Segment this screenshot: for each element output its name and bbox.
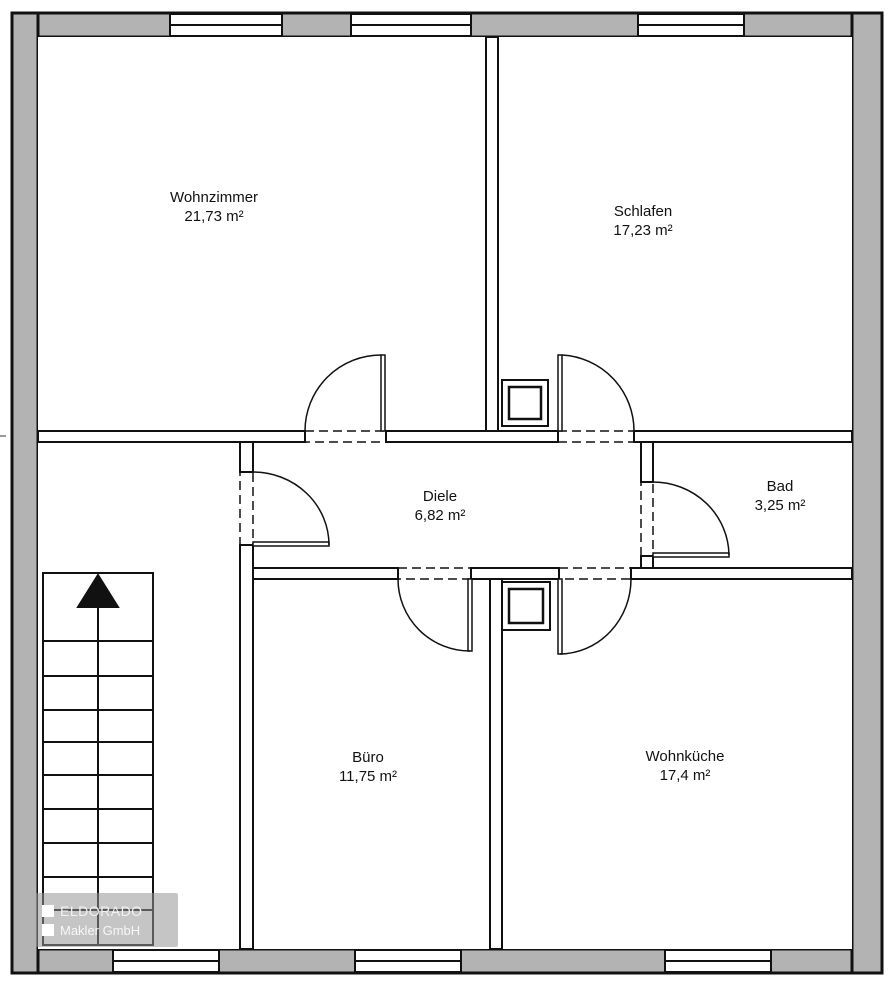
door-wohnzimmer	[381, 355, 385, 431]
room-area: 17,23 m²	[613, 222, 673, 239]
wall-v-bad-b	[641, 556, 653, 568]
room-label-schlafen	[573, 202, 713, 240]
logo-line-2: Makler GmbH	[60, 923, 141, 938]
wall-v-bad-a	[641, 442, 653, 482]
room-label-buero	[308, 748, 428, 786]
wall-right	[852, 13, 882, 973]
room-label-bad	[725, 477, 835, 515]
room-area: 21,73 m²	[184, 208, 244, 225]
room-name: Schlafen	[613, 203, 673, 220]
room-name: Wohnküche	[645, 748, 725, 765]
logo-square-icon	[42, 905, 54, 917]
wall-h-lower-left	[253, 568, 398, 579]
room-label-diele	[370, 487, 510, 525]
room-area: 3,25 m²	[754, 497, 806, 514]
room-label-wohnkueche	[615, 747, 755, 785]
wall-h-upper-left	[38, 431, 305, 442]
door-buero	[468, 579, 472, 651]
room-name: Bad	[766, 478, 794, 495]
wall-v-lower	[490, 579, 502, 949]
wall-v-diele-left-b	[240, 545, 253, 949]
room-area: 11,75 m²	[338, 768, 398, 785]
wall-h-upper-right	[634, 431, 852, 442]
wall-h-upper-mid	[386, 431, 558, 442]
watermark-logo	[36, 893, 178, 947]
room-area: 17,4 m²	[659, 767, 711, 784]
wall-left	[12, 13, 38, 973]
room-area: 6,82 m²	[414, 507, 466, 524]
wall-h-lower-mid	[471, 568, 559, 579]
logo-square-icon	[42, 924, 54, 936]
room-name: Büro	[352, 749, 384, 766]
door-bad	[653, 553, 729, 557]
wall-h-lower-right	[631, 568, 852, 579]
room-label-wohnzimmer	[144, 188, 284, 226]
door-schlafen	[558, 355, 562, 431]
wall-v-upper	[486, 37, 498, 431]
wall-v-diele-left-a	[240, 442, 253, 472]
door-wohnkueche	[558, 579, 562, 654]
room-name: Wohnzimmer	[169, 189, 259, 206]
logo-line-1: ELDORADO	[60, 903, 143, 919]
door-diele-left	[253, 542, 329, 546]
room-name: Diele	[422, 488, 458, 505]
